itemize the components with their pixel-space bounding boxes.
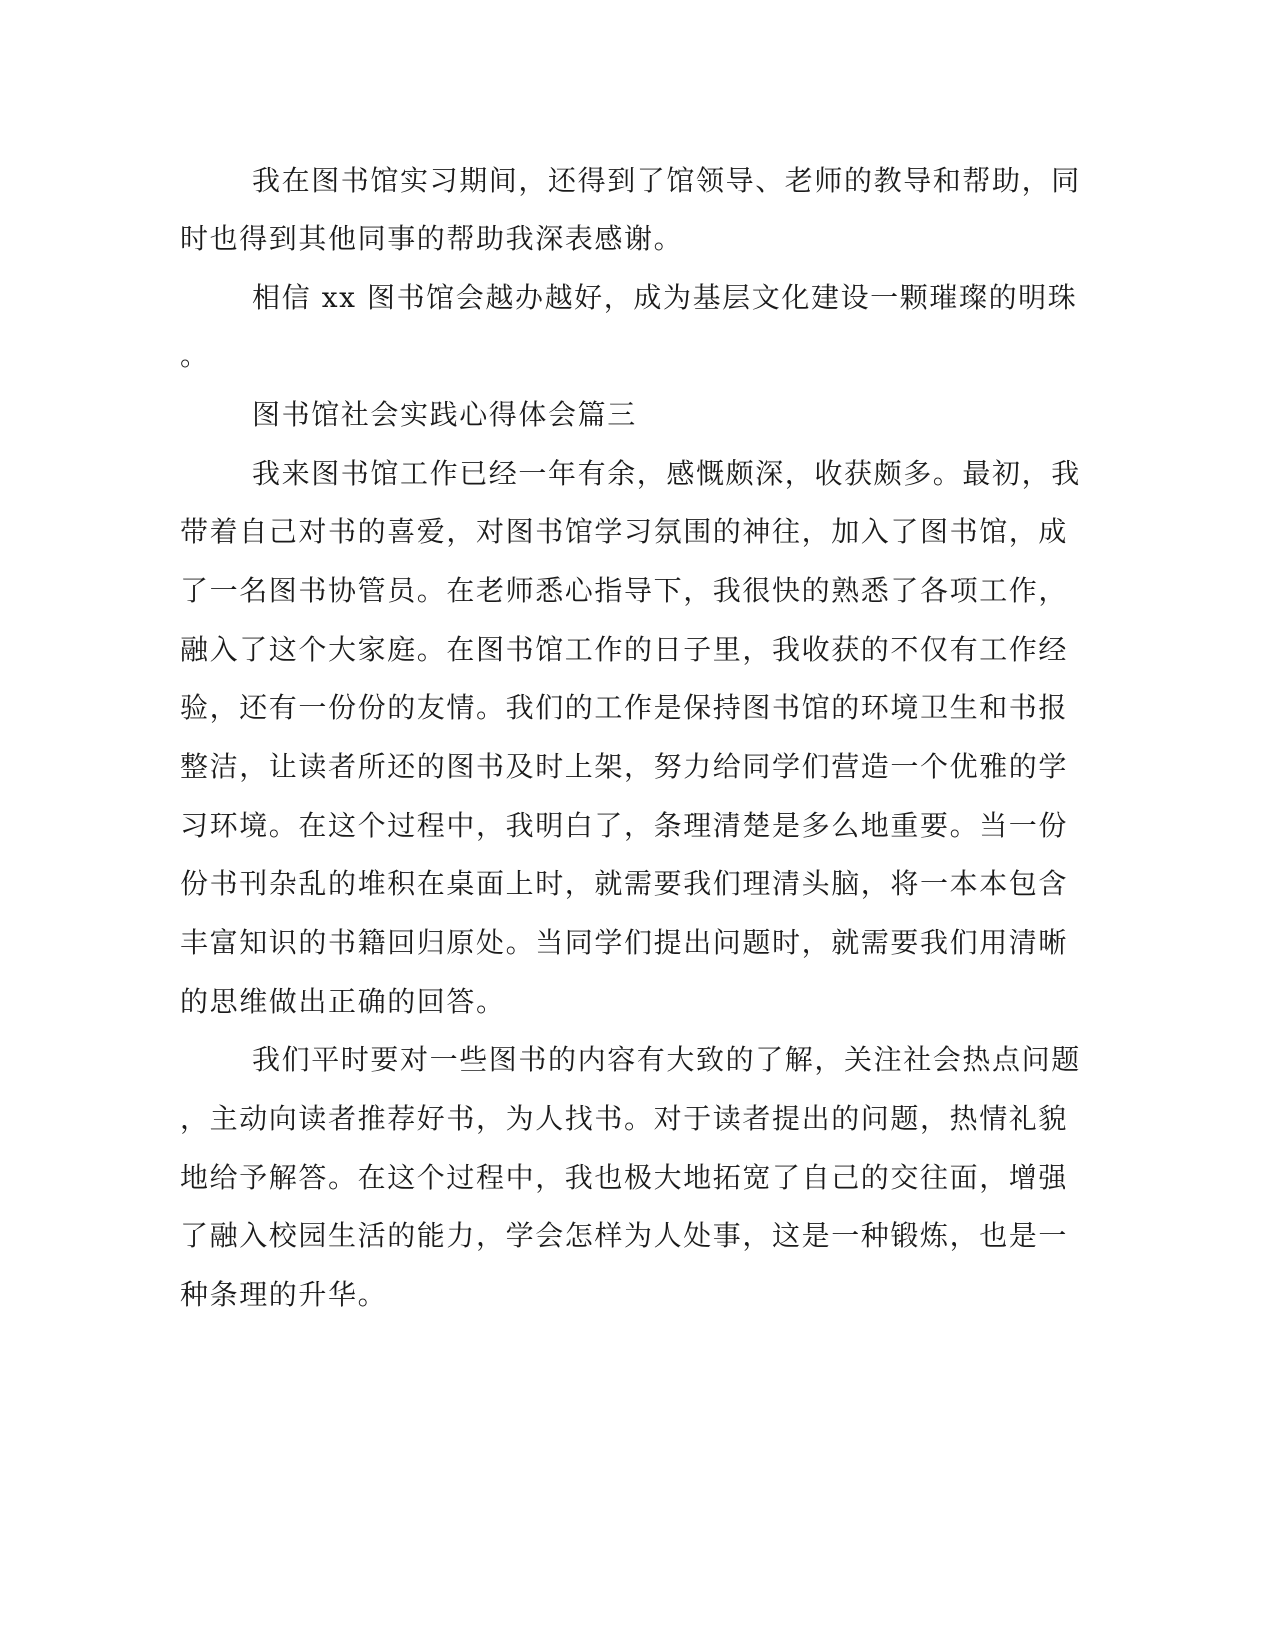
paragraph-4-line-7: 习环境。在这个过程中，我明白了，条理清楚是多么地重要。当一份 [180, 809, 1069, 842]
paragraph-5-line-4: 了融入校园生活的能力，学会怎样为人处事，这是一种锻炼，也是一 [180, 1219, 1069, 1252]
paragraph-1-line-2: 时也得到其他同事的帮助我深表感谢。 [180, 222, 684, 255]
paragraph-5-line-5: 种条理的升华。 [180, 1278, 388, 1311]
paragraph-1-line-1: 我在图书馆实习期间，还得到了馆领导、老师的教导和帮助，同 [252, 164, 1081, 197]
paragraph-5-line-2: ，主动向读者推荐好书，为人找书。对于读者提出的问题，热情礼貌 [180, 1102, 1069, 1135]
paragraph-4-line-1: 我来图书馆工作已经一年有余，感慨颇深，收获颇多。最初，我 [252, 457, 1081, 490]
section-heading: 图书馆社会实践心得体会篇三 [252, 398, 637, 431]
paragraph-2-line-1: 相信 xx 图书馆会越办越好，成为基层文化建设一颗璀璨的明珠 [252, 281, 1078, 314]
paragraph-4-line-4: 融入了这个大家庭。在图书馆工作的日子里，我收获的不仅有工作经 [180, 633, 1069, 666]
paragraph-4-line-10: 的思维做出正确的回答。 [180, 985, 506, 1018]
paragraph-4-line-8: 份书刊杂乱的堆积在桌面上时，就需要我们理清头脑，将一本本包含 [180, 867, 1069, 900]
paragraph-4-line-9: 丰富知识的书籍回归原处。当同学们提出问题时，就需要我们用清晰 [180, 926, 1069, 959]
paragraph-4-line-6: 整洁，让读者所还的图书及时上架，努力给同学们营造一个优雅的学 [180, 750, 1069, 783]
paragraph-5-line-3: 地给予解答。在这个过程中，我也极大地拓宽了自己的交往面，增强 [180, 1161, 1069, 1194]
paragraph-4-line-3: 了一名图书协管员。在老师悉心指导下，我很快的熟悉了各项工作， [180, 574, 1069, 607]
paragraph-4-line-5: 验，还有一份份的友情。我们的工作是保持图书馆的环境卫生和书报 [180, 691, 1069, 724]
paragraph-2-line-2: 。 [180, 339, 210, 372]
paragraph-4-line-2: 带着自己对书的喜爱，对图书馆学习氛围的神往，加入了图书馆，成 [180, 515, 1069, 548]
paragraph-5-line-1: 我们平时要对一些图书的内容有大致的了解，关注社会热点问题 [252, 1043, 1081, 1076]
